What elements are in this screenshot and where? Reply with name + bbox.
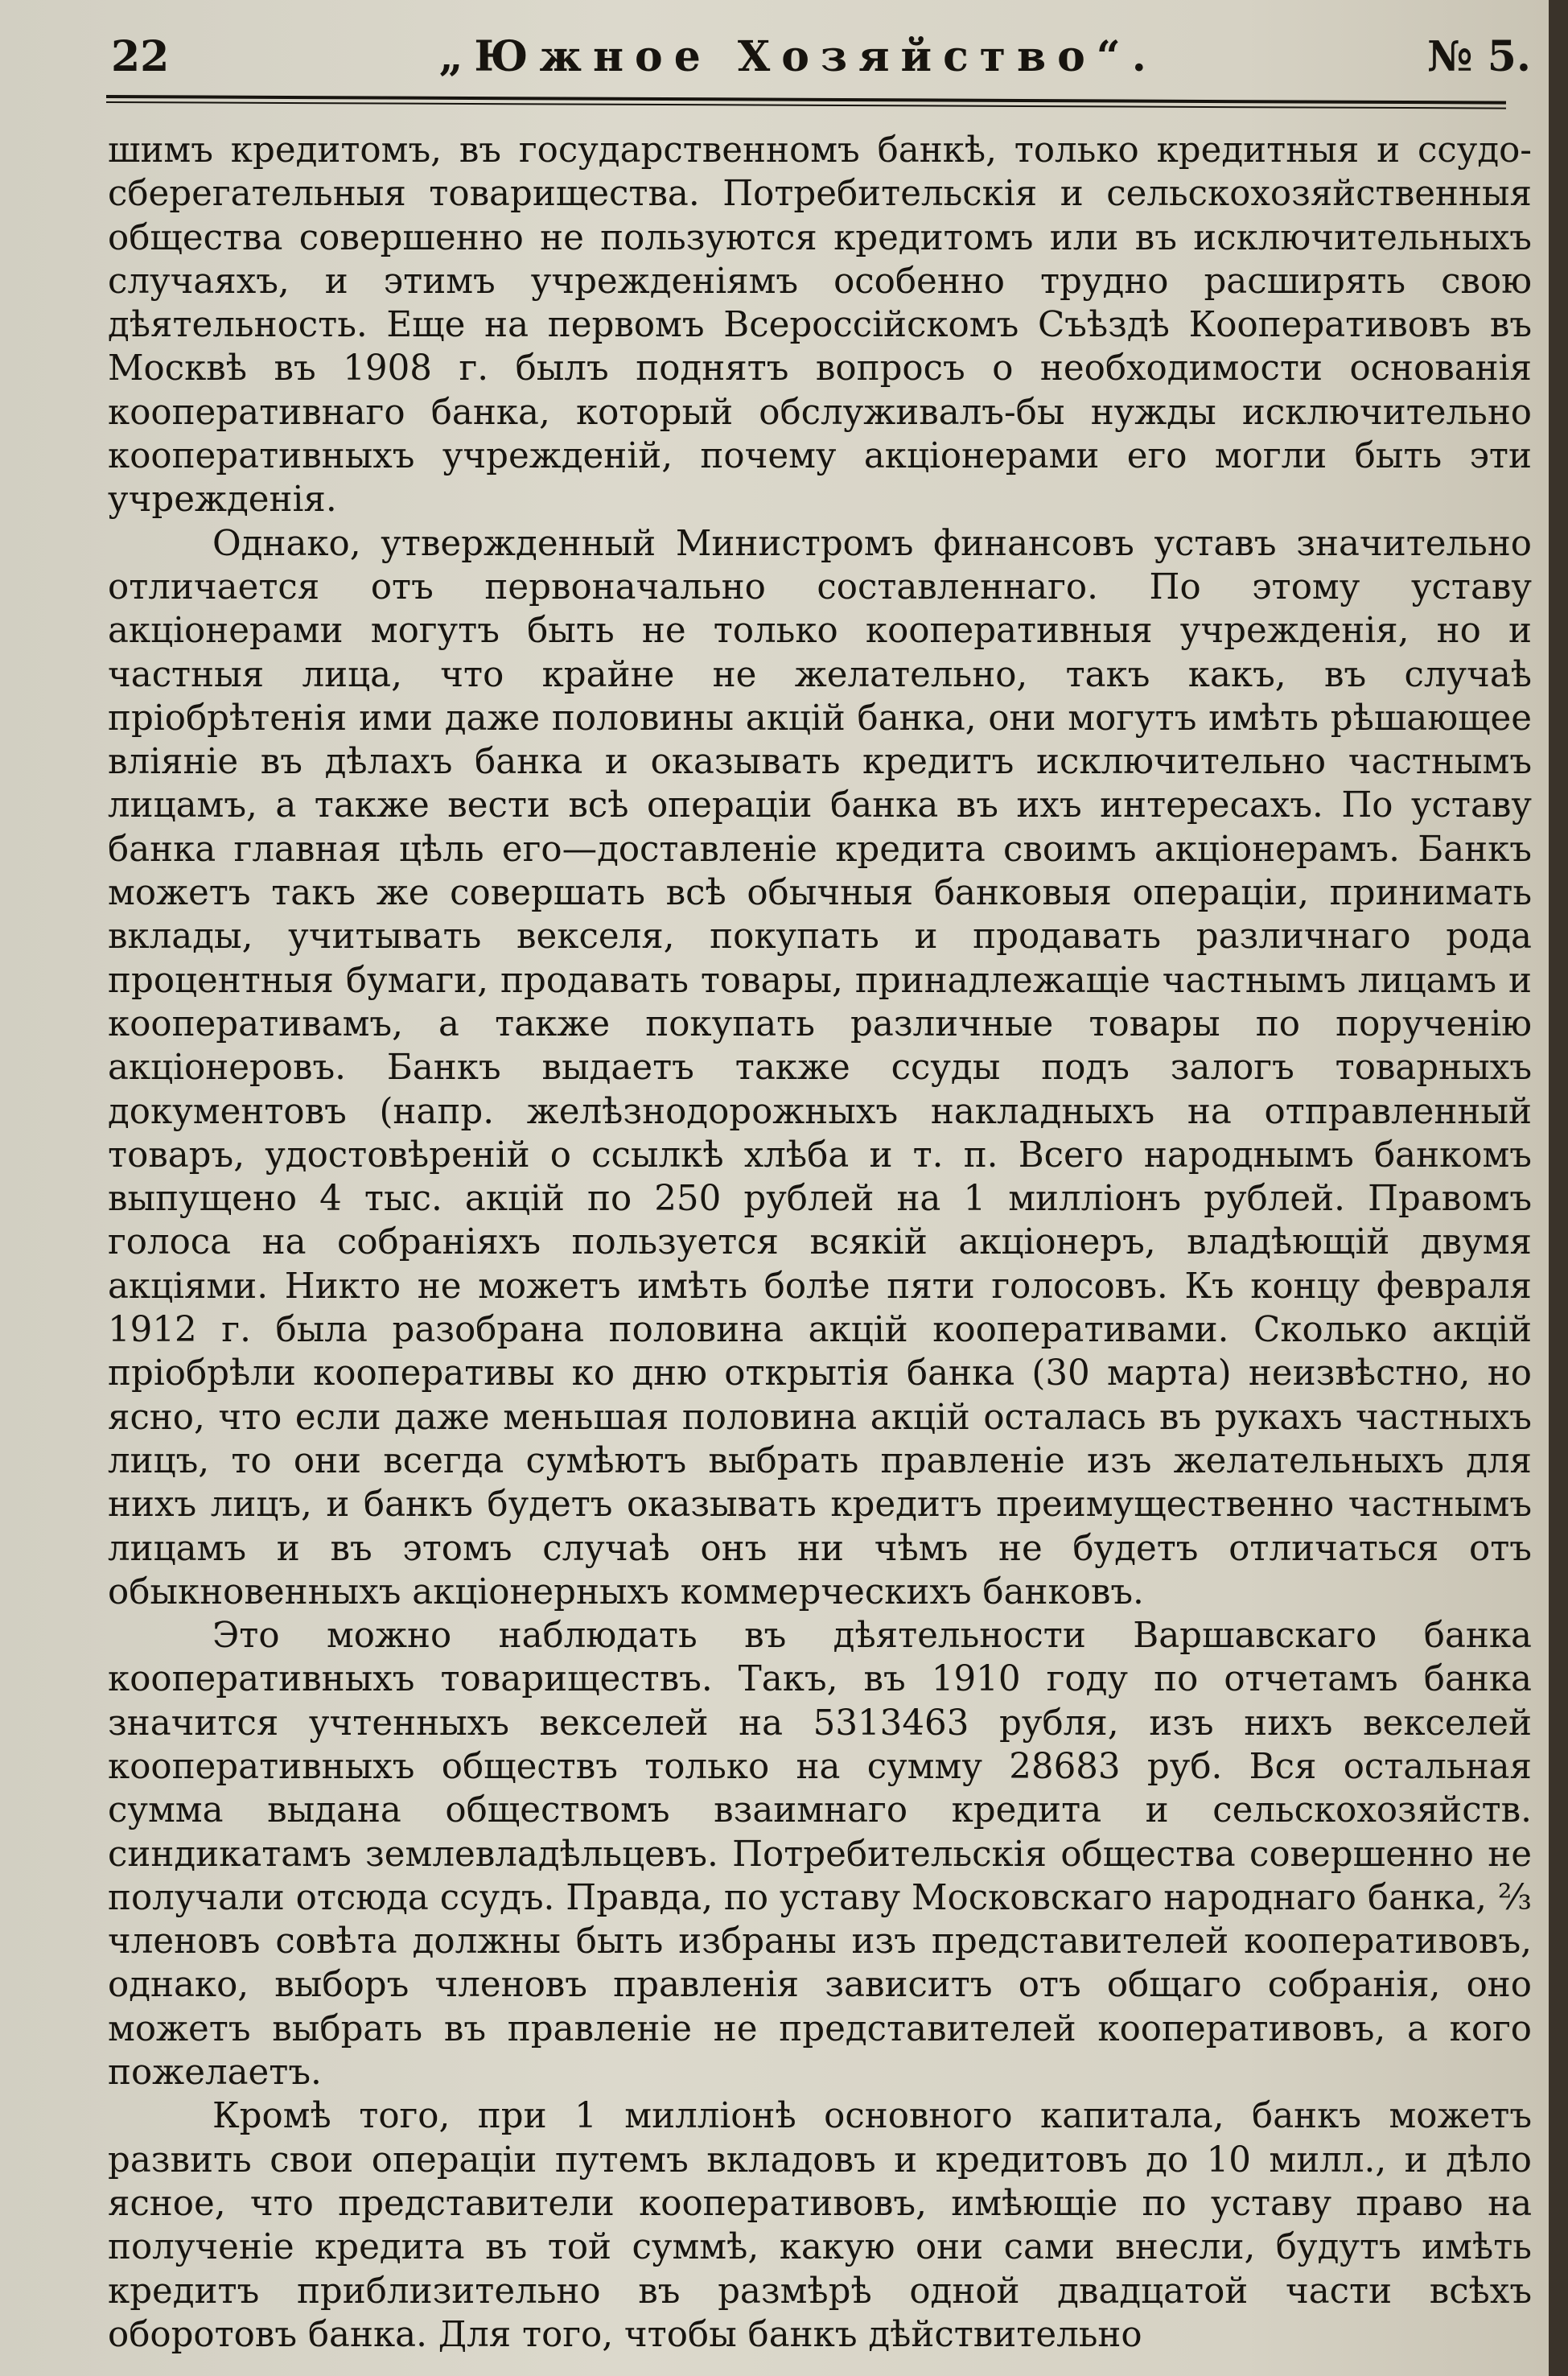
page-number: 22 bbox=[111, 32, 170, 81]
running-header bbox=[111, 32, 1531, 97]
paragraph: Это можно наблюдать въ дѣятельности Варшавскаго банка кооперативныхъ товариществъ. Такъ, въ 1910 году по отчетамъ банка значится учтенныхъ векселей на 5313463 рубля, изъ нихъ векселей кооперативныхъ обществъ только на сумму 28683 руб. Вся остальная сумма выдана обществомъ взаимнаго кредита и сельскохозяйств. синдикатамъ землевладѣльцевъ. Потребительскія общества совершенно не получали отсюда ссудъ. Правда, по уставу Московскаго народнаго банка, ⅔ членовъ совѣта должны быть избраны изъ представителей кооперативовъ, однако, выборъ членовъ правленія зависитъ отъ общаго собранія, оно можетъ выбрать въ правленіе не представителей кооперативовъ, а кого пожелаетъ. bbox=[108, 1616, 1532, 2094]
page-edge-shadow bbox=[1549, 0, 1568, 2376]
paragraph: Однако, утвержденный Министромъ финансовъ уставъ значительно отличается отъ первоначально составленнаго. По этому уставу акціонерами могутъ быть не только кооперативныя учрежденія, но и частныя лица, что крайне не желательно, такъ какъ, въ случаѣ пріобрѣтенія ими даже половины акцій банка, они могутъ имѣть рѣшающее вліяніе въ дѣлахъ банка и оказывать кредитъ исключительно частнымъ лицамъ, а также вести всѣ операціи банка въ ихъ интересахъ. По уставу банка главная цѣль его—доставленіе кредита своимъ акціонерамъ. Банкъ можетъ такъ же совершать всѣ обычныя банковыя операціи, принимать вклады, учитывать векселя, покупать и продавать различнаго рода процентныя бумаги, продавать товары, принадлежащіе частнымъ лицамъ и кооперативамъ, а также покупать различные товары по порученію акціонеровъ. Банкъ выдаетъ также ссуды подъ залогъ товарныхъ документовъ (напр. желѣзнодорожныхъ накладныхъ на отправленный товаръ, удостовѣреній о ссылкѣ хлѣба и т. п. Всего народнымъ банкомъ выпущено 4 тыс. акцій по 250 рублей на 1 милліонъ рублей. Правомъ голоса на собраніяхъ пользуется всякій акціонеръ, владѣющій двумя акціями. Никто не можетъ имѣть болѣе пяти голосовъ. Къ концу февраля 1912 г. была разобрана половина акцій кооперативами. Сколько акцій пріобрѣли кооперативы ко дню открытія банка (30 марта) неизвѣстно, но ясно, что если даже меньшая половина акцій осталась въ рукахъ частныхъ лицъ, то они всегда сумѣютъ выбрать правленіе изъ желательныхъ для нихъ лицъ, и банкъ будетъ оказывать кредитъ преимущественно частнымъ лицамъ и въ этомъ случаѣ онъ ни чѣмъ не будетъ отличаться отъ обыкновенныхъ акціонерныхъ коммерческихъ банковъ. bbox=[108, 523, 1532, 1612]
article-body bbox=[108, 129, 1532, 2357]
paragraph: Кромѣ того, при 1 милліонѣ основного капитала, банкъ можетъ развить свои операціи путемъ вкладовъ и кредитовъ до 10 милл., и дѣло ясное, что представители кооперативовъ, имѣющіе по уставу право на полученіе кредита въ той суммѣ, какую они сами внесли, будутъ имѣть кредитъ приблизительно въ размѣрѣ одной двадцатой части всѣхъ оборотовъ банка. Для того, чтобы банкъ дѣйствительно bbox=[108, 2096, 1532, 2355]
journal-title: „Южное Хозяйство“. bbox=[438, 32, 1158, 81]
issue-number: № 5. bbox=[1427, 32, 1531, 81]
paragraph: шимъ кредитомъ, въ государственномъ банкѣ, только кредитныя и ссудо-сберегательныя товарищества. Потребительскія и сельскохозяйственныя общества совершенно не пользуются кредитомъ или въ исключительныхъ случаяхъ, и этимъ учрежденіямъ особенно трудно расширять свою дѣятельность. Еще на первомъ Всероссійскомъ Съѣздѣ Кооперативовъ въ Москвѣ въ 1908 г. былъ поднятъ вопросъ о необходимости основанія кооперативнаго банка, который обслуживалъ-бы нужды исключительно кооперативныхъ учрежденій, почему акціонерами его могли быть эти учрежденія. bbox=[108, 130, 1532, 521]
